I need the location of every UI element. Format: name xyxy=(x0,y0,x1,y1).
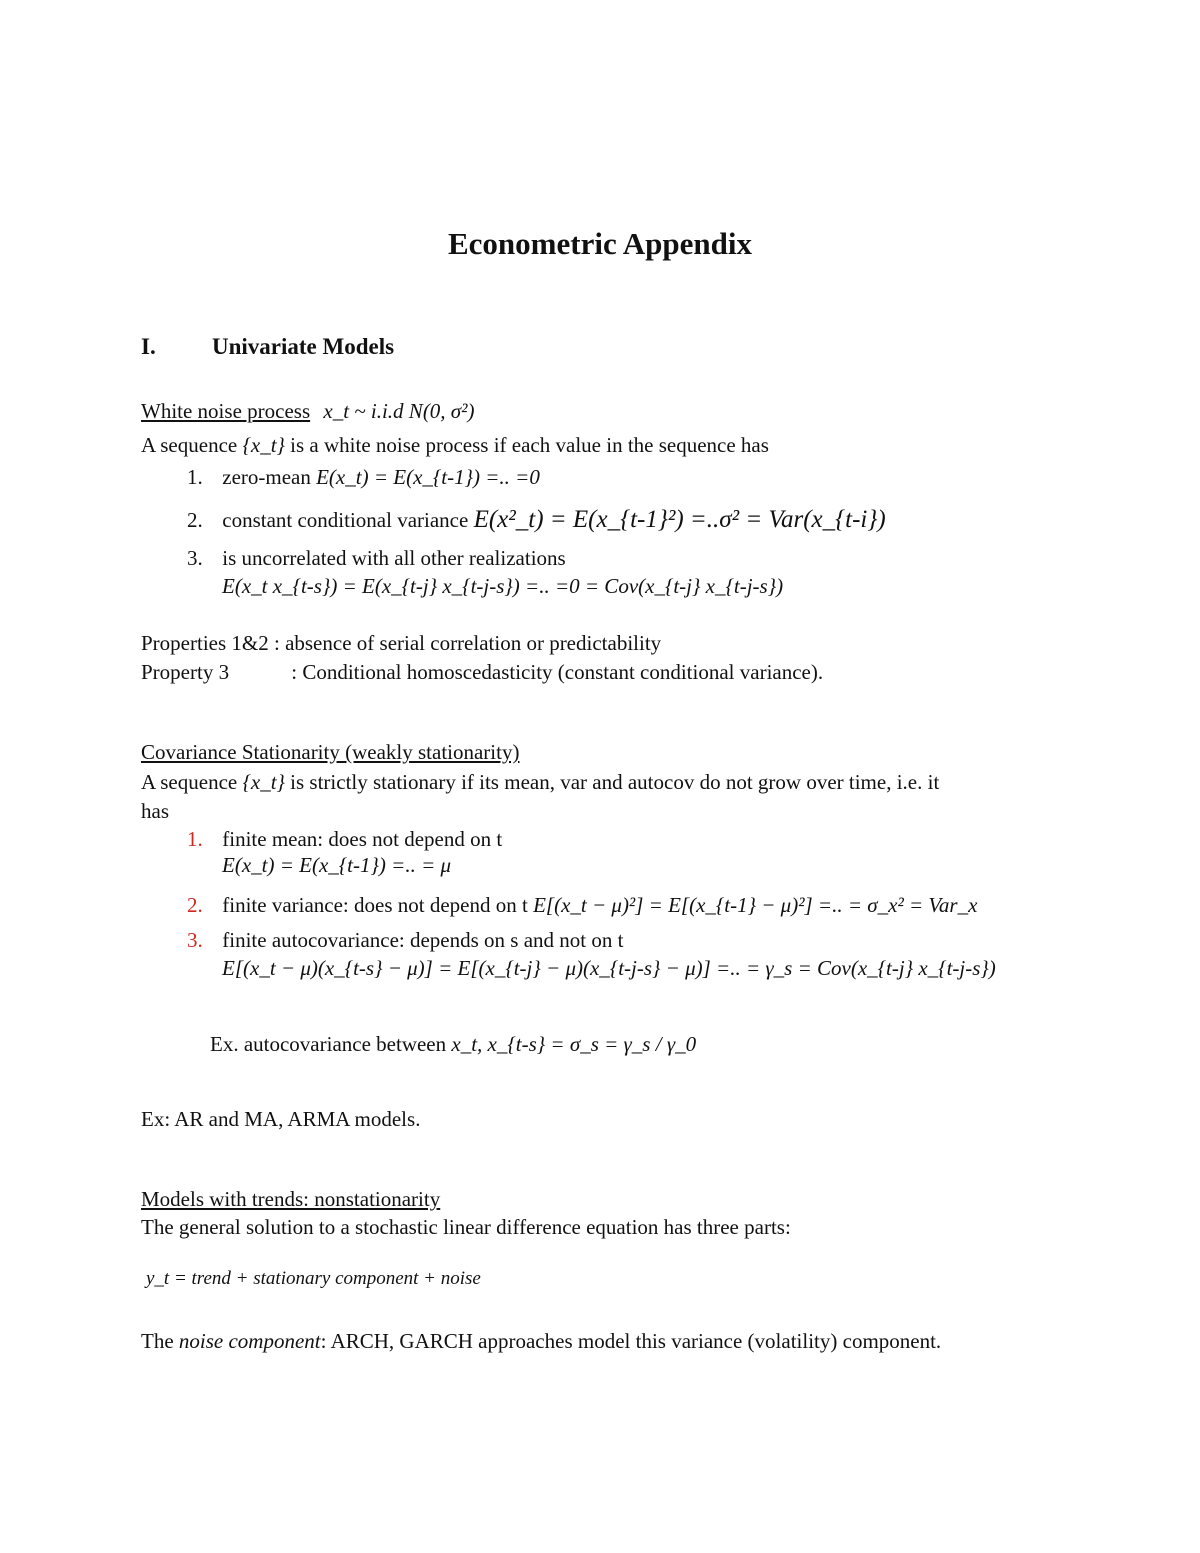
item-text: finite variance: does not depend on t xyxy=(222,893,528,917)
property-label: Property 3 xyxy=(141,660,230,684)
example-text: Ex. autocovariance between xyxy=(210,1032,447,1056)
intro-post: is a white noise process if each value in the sequence has xyxy=(290,433,769,457)
item-number: 3. xyxy=(187,928,203,952)
stationarity-item-1-formula: E(x_t) = E(x_{t-1}) =.. = μ xyxy=(222,853,452,877)
item-number: 3. xyxy=(187,546,203,570)
stationarity-intro xyxy=(141,770,939,794)
item-text: finite mean: does not depend on t xyxy=(222,827,503,851)
intro-sequence: {x_t} xyxy=(242,770,285,794)
item-number: 2. xyxy=(187,893,203,917)
models-line: Ex: AR and MA, ARMA models. xyxy=(141,1107,421,1131)
section-number: I. xyxy=(141,334,156,359)
item-number: 1. xyxy=(187,465,203,489)
white-noise-item-1 xyxy=(187,465,540,489)
property-row-2 xyxy=(141,660,823,684)
stationarity-heading: Covariance Stationarity (weakly stationarity) xyxy=(141,740,520,764)
intro-pre: A sequence xyxy=(141,770,238,794)
noise-term: noise component xyxy=(178,1329,321,1353)
item-formula: E(x_t) = E(x_{t-1}) =.. =0 xyxy=(316,465,540,489)
stationarity-intro-wrap: has xyxy=(141,799,169,823)
property-text: : absence of serial correlation or predictability xyxy=(273,631,662,655)
white-noise-heading-formula: x_t ~ i.i.d N(0, σ²) xyxy=(323,399,475,423)
item-text: constant conditional variance xyxy=(222,508,469,532)
item-text: is uncorrelated with all other realizations xyxy=(222,546,566,570)
trends-equation: y_t = trend + stationary component + noise xyxy=(146,1268,481,1289)
white-noise-heading: White noise process xyxy=(141,399,311,423)
intro-post: is strictly stationary if its mean, var and autocov do not grow over time, i.e. it xyxy=(290,770,940,794)
stationarity-item-2 xyxy=(187,893,977,917)
autocovariance-example xyxy=(210,1032,696,1056)
stationarity-item-3-formula: E[(x_t − μ)(x_{t-s} − μ)] = E[(x_{t-j} − μ)(x_{t-j-s} − μ)] =.. = γ_s = Cov(x_{t-j} x_{t-j-s}) xyxy=(222,956,996,980)
property-text: : Conditional homoscedasticity (constant conditional variance). xyxy=(291,660,824,684)
item-text: finite autocovariance: depends on s and not on t xyxy=(222,928,624,952)
property-row-1 xyxy=(141,631,661,655)
noise-post: : ARCH, GARCH approaches model this variance (volatility) component. xyxy=(320,1329,942,1353)
property-label: Properties 1&2 xyxy=(141,631,269,655)
item-text: zero-mean xyxy=(222,465,311,489)
page-title: Econometric Appendix xyxy=(448,226,752,261)
stationarity-item-1 xyxy=(187,827,502,851)
white-noise-intro xyxy=(141,433,769,457)
intro-sequence: {x_t} xyxy=(242,433,285,457)
item-number: 1. xyxy=(187,827,203,851)
noise-line xyxy=(141,1329,941,1353)
white-noise-heading-line xyxy=(141,399,474,423)
white-noise-item-2 xyxy=(187,506,886,535)
example-formula: x_t, x_{t-s} = σ_s = γ_s / γ_0 xyxy=(451,1032,697,1056)
section-title: Univariate Models xyxy=(212,334,395,359)
item-formula: E[(x_t − μ)²] = E[(x_{t-1} − μ)²] =.. = σ_x² = Var_x xyxy=(533,893,978,917)
item-formula: E(x²_t) = E(x_{t-1}²) =..σ² = Var(x_{t-i}) xyxy=(473,506,886,533)
trends-heading: Models with trends: nonstationarity xyxy=(141,1187,441,1211)
noise-pre: The xyxy=(141,1329,174,1353)
intro-pre: A sequence xyxy=(141,433,238,457)
white-noise-item-3-formula: E(x_t x_{t-s}) = E(x_{t-j} x_{t-j-s}) =.. =0 = Cov(x_{t-j} x_{t-j-s}) xyxy=(222,574,784,598)
item-number: 2. xyxy=(187,508,203,532)
white-noise-item-3 xyxy=(187,546,566,570)
stationarity-item-3 xyxy=(187,928,623,952)
trends-text: The general solution to a stochastic linear difference equation has three parts: xyxy=(141,1215,791,1239)
